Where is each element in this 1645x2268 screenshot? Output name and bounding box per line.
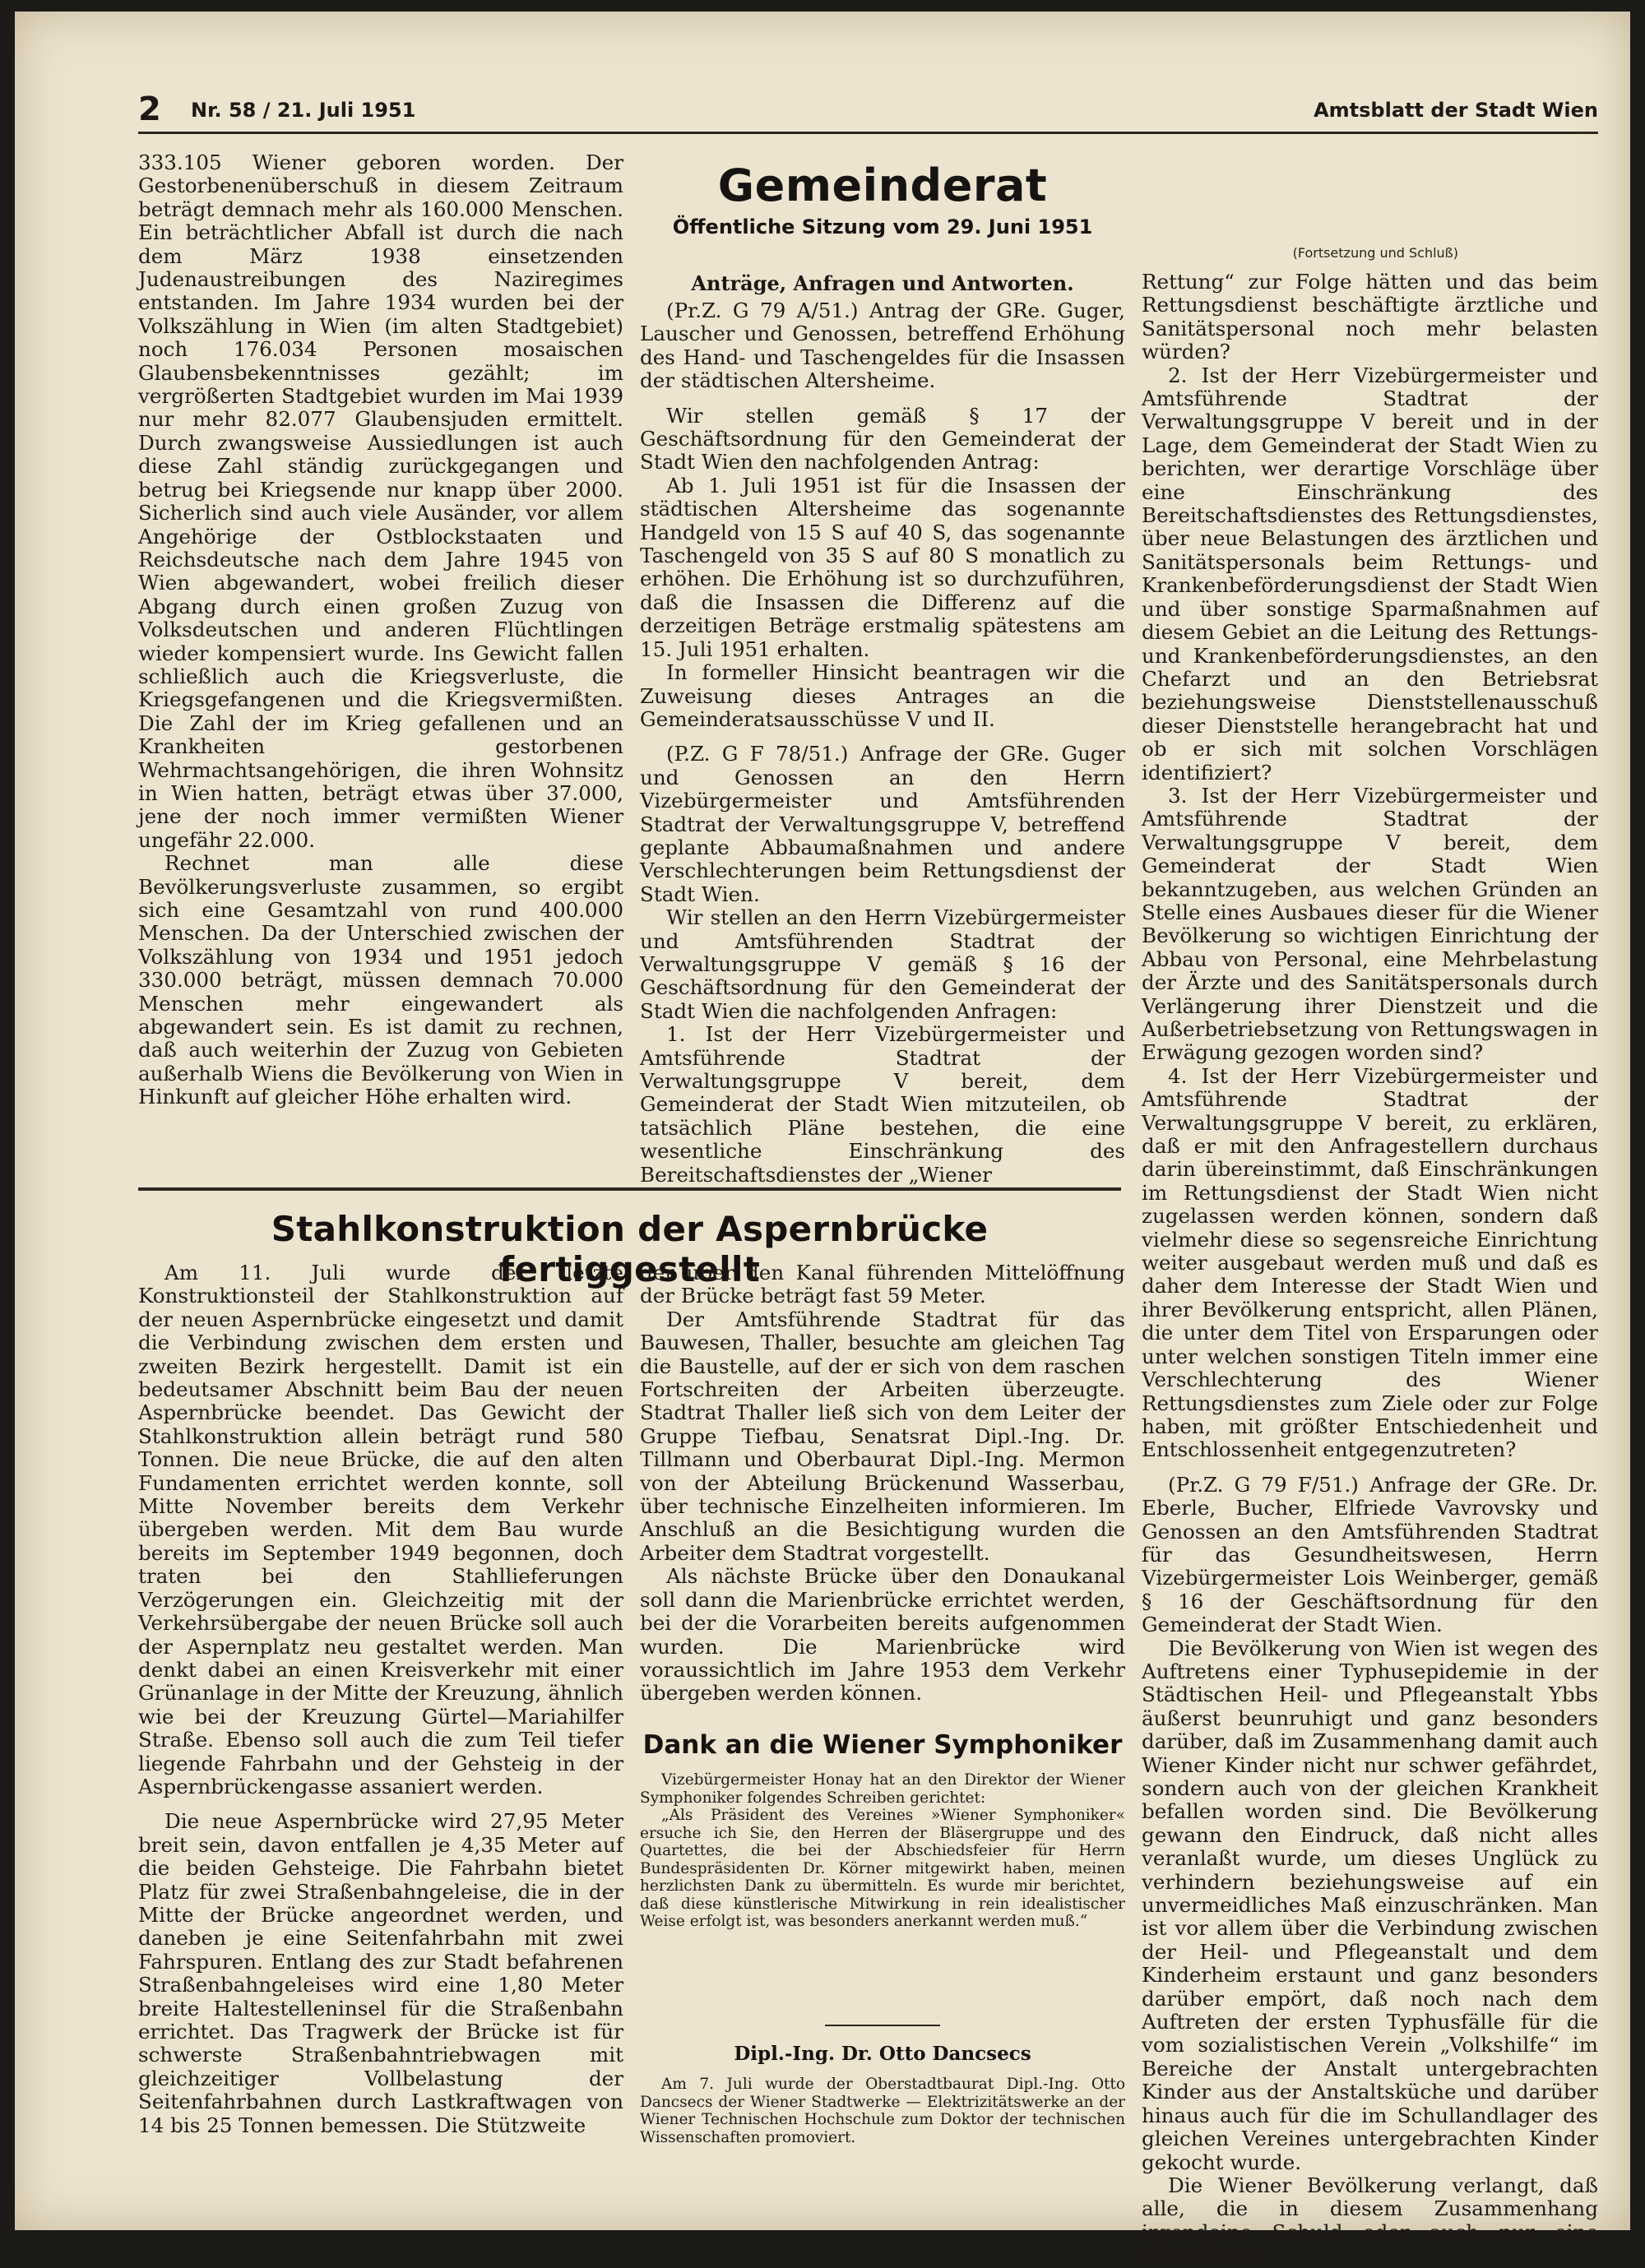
symphoniker-article	[640, 1771, 1125, 1931]
dancsecs-article	[640, 2076, 1125, 2146]
bridge-middle-column	[640, 1261, 1125, 1706]
population-article	[138, 151, 623, 1109]
paragraph: 333.105 Wiener geboren worden. Der Gestorbenenüberschuß in diesem Zeitraum beträgt demnach mehr als 160.000 Menschen. Ein beträchtlicher Abfall ist durch die nach dem März 1938 einsetzenden Judenaustreibungen des Naziregimes entstanden. Im Jahre 1934 wurden bei der Volkszählung in Wien (im alten Stadtgebiet) noch 176.034 Personen mosaischen Glaubensbekenntnisses gezählt; im vergrößerten Stadtgebiet wurden im Mai 1939 nur mehr 82.077 Glaubensjuden ermittelt. Durch zwangsweise Aussiedlungen ist auch diese Zahl ständig zurückgegangen und betrug bei Kriegsende nur knapp über 2000. Sicherlich sind auch viele Ausänder, vor allem Angehörige der Ostblockstaaten und Reichsdeutsche nach dem Jahre 1945 von Wien abgewandert, wobei freilich dieser Abgang durch einen großen Zuzug von Volksdeutschen und anderen Flüchtlingen wieder kompensiert wurde. Ins Gewicht fallen schließlich auch die Kriegsverluste, die Kriegsgefangenen und die Kriegsvermißten. Die Zahl der im Krieg gefallenen und an Krankheiten gestorbenen Wehrmachtsangehörigen, die ihren Wohnsitz in Wien hatten, beträgt etwas über 37.000, jene der noch immer vermißten Wiener ungefähr 22.000.	[138, 150, 623, 852]
paragraph: „Als Präsident des Vereines »Wiener Symphoniker« ersuche ich Sie, den Herren der Bläsergruppe und des Quartettes, die bei der Abschiedsfeier für Herrn Bundespräsidenten Dr. Körner mitgewirkt haben, meinen herzlichsten Dank zu übermitteln. Es wurde mir berichtet, daß diese künstlerische Mitwirkung in rein idealistischer Weise erfolgt ist, was besonders anerkannt werden muß.“	[640, 1807, 1125, 1930]
short-divider	[825, 2025, 940, 2026]
section-title: Anträge, Anfragen und Antworten.	[691, 271, 1074, 295]
paragraph: Rechnet man alle diese Bevölkerungsverluste zusammen, so ergibt sich eine Gesamtzahl von rund 400.000 Menschen. Da der Unterschied zwischen der Volkszählung von 1934 und 1951 jedoch 330.000 beträgt, müssen demnach 70.000 Menschen mehr eingewandert als abgewandert sein. Es ist damit zu rechnen, daß auch weiterhin der Zuzug von Gebieten außerhalb Wiens die Bevölkerung von Wien in Hinkunft auf gleicher Höhe erhalten wird.	[138, 851, 623, 1109]
gemeinderat-right-column	[1142, 271, 1598, 2268]
paragraph: 1. Ist der Herr Vizebürgermeister und Amtsführende Stadtrat der Verwaltungsgruppe V bereit, dem Gemeinderat der Stadt Wien mitzuteilen, ob tatsächlich Pläne bestehen, die eine wesentliche Einschränkung des Bereitschaftsdienstes der „Wiener	[640, 1022, 1125, 1187]
paragraph: Wir stellen gemäß § 17 der Geschäftsordnung für den Gemeinderat der Stadt Wien den nachfolgenden Antrag:	[640, 403, 1125, 474]
paragraph: Die neue Aspernbrücke wird 27,95 Meter breit sein, davon entfallen je 4,35 Meter auf die beiden Gehsteige. Die Fahrbahn bietet Platz für zwei Straßenbahngeleise, die in der Mitte der Brücke angeordnet werden, und daneben je eine Seitenfahrbahn mit zwei Fahrspuren. Entlang des zur Stadt befahrenen Straßenbahngeleises wird eine 1,80 Meter breite Haltestelleninsel für die Straßenbahn errichtet. Das Tragwerk der Brücke ist für schwerste Straßenbahntriebwagen mit gleichzeitiger Vollbelastung der Seitenfahrbahnen durch Lastkraftwagen von 14 bis 25 Tonnen bemessen. Die Stützweite	[138, 1809, 623, 2137]
paragraph: 2. Ist der Herr Vizebürgermeister und Amtsführende Stadtrat der Verwaltungsgruppe V bereit und in der Lage, dem Gemeinderat der Stadt Wien zu berichten, wer derartige Vorschläge über eine Einschränkung des Bereitschaftsdienstes des Rettungsdienstes, über neue Belastungen des ärztlichen und Sanitätspersonals beim Rettungs- und Krankenbeförderungsdienst der Stadt Wien und über sonstige Sparmaßnahmen auf diesem Gebiet an die Leitung des Rettungs- und Krankenbeförderungsdienstes, an den Chefarzt und an den Betriebsrat beziehungsweise Dienststellenausschuß dieser Dienststelle herangebracht hat und ob er sich mit solchen Vorschlägen identifiziert?	[1142, 363, 1598, 785]
paragraph: Als nächste Brücke über den Donaukanal soll dann die Marienbrücke errichtet werden, bei der die Vorarbeiten bereits aufgenommen wurden. Die Marienbrücke wird voraussichtlich im Jahre 1953 dem Verkehr übergeben werden können.	[640, 1564, 1125, 1706]
symphoniker-headline: Dank an die Wiener Symphoniker	[642, 1730, 1123, 1760]
running-head	[138, 90, 1598, 134]
paragraph: (P.Z. G F 78/51.) Anfrage der GRe. Guger und Genossen an den Herrn Vizebürgermeister und Amtsführenden Stadtrat der Verwaltungsgruppe V, betreffend geplante Abbaumaßnahmen und andere Verschlechterungen beim Rettungsdienst der Stadt Wien.	[640, 742, 1125, 906]
gemeinderat-title: Gemeinderat	[717, 160, 1048, 211]
newspaper-page	[15, 12, 1630, 2268]
issue-number: Nr. 58 / 21. Juli 1951	[191, 99, 416, 122]
paragraph: 3. Ist der Herr Vizebürgermeister und Amtsführende Stadtrat der Verwaltungsgruppe V bereit, dem Gemeinderat der Stadt Wien bekanntzugeben, aus welchen Gründen an Stelle eines Ausbaues dieser für die Wiener Bevölkerung so wichtigen Einrichtung der Abbau von Personal, eine Mehrbelastung der Ärzte und des Sanitätspersonals durch Verlängerung ihrer Dienstzeit und die Außerbetriebsetzung von Rettungswagen in Erwägung gezogen worden sind?	[1142, 783, 1598, 1065]
dancsecs-headline: Dipl.-Ing. Dr. Otto Dancsecs	[734, 2043, 1031, 2065]
paragraph: Die Bevölkerung von Wien ist wegen des Auftretens einer Typhusepidemie in der Städtischen Heil- und Pflegeanstalt Ybbs äußerst beunruhigt und ganz besonders darüber, daß im Zusammenhang damit auch Wiener Kinder nicht nur schwer gefährdet, sondern auch von der gleichen Krankheit befallen worden sind. Die Bevölkerung gewann den Eindruck, daß nicht alles veranlaßt wurde, um dieses Unglück zu verhindern beziehungsweise auf ein unvermeidliches Maß einzuschränken. Man ist vor allem über die Verbindung zwischen der Heil- und Pflegeanstalt und dem Kinderheim erstaunt und ganz besonders darüber empört, daß noch nach dem Auftreten der ersten Typhusfälle für die vom sozialistischen Verein „Volkshilfe“ im Bereiche der Anstalt untergebrachten Kinder aus der Anstaltsküche und darüber hinaus auch für die im Schullandlager des gleichen Vereines untergebrachten Kinder gekocht wurde.	[1142, 1636, 1598, 2174]
paragraph: Der Amtsführende Stadtrat für das Bauwesen, Thaller, besuchte am gleichen Tag die Baustelle, auf der er sich von dem raschen Fortschreiten der Arbeiten überzeugte. Stadtrat Thaller ließ sich von dem Leiter der Gruppe Tiefbau, Senatsrat Dipl.-Ing. Dr. Tillmann und Oberbaurat Dipl.-Ing. Mermon von der Abteilung Brückenund Wasserbau, über technische Einzelheiten informieren. Im Anschluß an die Besichtigung wurden die Arbeiter dem Stadtrat vorgestellt.	[640, 1307, 1125, 1565]
paragraph: Rettung“ zur Folge hätten und das beim Rettungsdienst beschäftigte ärztliche und Sanitätspersonal noch mehr belasten würden?	[1142, 270, 1598, 364]
paragraph: Am 7. Juli wurde der Oberstadtbaurat Dipl.-Ing. Otto Dancsecs der Wiener Stadtwerke — Elektrizitätswerke an der Wiener Technischen Hochschule zum Doktor der technischen Wissenschaften promoviert.	[640, 2076, 1125, 2146]
paragraph: (Pr.Z. G 79 F/51.) Anfrage der GRe. Dr. Eberle, Bucher, Elfriede Vavrovsky und Genossen an den Amtsführenden Stadtrat für das Gesundheitswesen, Herrn Vizebürgermeister Lois Weinberger, gemäß § 16 der Geschäftsordnung für den Gemeinderat der Stadt Wien.	[1142, 1472, 1598, 1637]
paragraph: 4. Ist der Herr Vizebürgermeister und Amtsführende Stadtrat der Verwaltungsgruppe V bereit, zu erklären, daß er mit den Anfragestellern durchaus darin übereinstimmt, daß Einschränkungen im Rettungsdienst der Stadt Wien nicht zugelassen werden können, sondern daß vielmehr diese so segensreiche Einrichtung weiter ausgebaut werden muß und daß es daher dem Interesse der Stadt Wien und ihrer Bevölkerung entspricht, allen Plänen, die unter dem Titel von Ersparungen oder unter welchen sonstigen Titeln immer eine Verschlechterung des Wiener Rettungsdienstes zum Ziele oder zur Folge haben, mit größter Entschiedenheit und Entschlossenheit entgegenzutreten?	[1142, 1063, 1598, 1462]
article-divider	[138, 1187, 1121, 1191]
gemeinderat-subtitle: Öffentliche Sitzung vom 29. Juni 1951	[672, 215, 1093, 238]
paragraph: Am 11. Juli wurde der letzte Konstruktionsteil der Stahlkonstruktion auf der neuen Aspernbrücke eingesetzt und damit die Verbindung zwischen dem ersten und zweiten Bezirk hergestellt. Damit ist ein bedeutsamer Abschnitt beim Bau der neuen Aspernbrücke beendet. Das Gewicht der Stahlkonstruktion allein beträgt rund 580 Tonnen. Die neue Brücke, die auf den alten Fundamenten errichtet werden konnte, soll Mitte November bereits dem Verkehr übergeben werden. Mit dem Bau wurde bereits im September 1949 begonnen, doch traten bei den Stahllieferungen Verzögerungen ein. Gleichzeitig mit der Verkehrsübergabe der neuen Brücke soll auch der Aspernplatz neu gestaltet werden. Man denkt dabei an einen Kreisverkehr mit einer Grünanlage in der Mitte der Kreuzung, ähnlich wie bei der Kreuzung Gürtel—Mariahilfer Straße. Ebenso soll auch die zum Teil tiefer liegende Fahrbahn und der Gehsteig in der Aspernbrückengasse assaniert werden.	[138, 1261, 623, 1798]
paragraph: Die Wiener Bevölkerung verlangt, daß alle, die in diesem Zusammenhang irgendeine Schuld oder auch nur eine schuldhafte	[1142, 2173, 1598, 2268]
bridge-headline: Stahlkonstruktion der Aspernbrücke fertiggestellt	[271, 1209, 989, 1289]
paragraph: Vizebürgermeister Honay hat an den Direktor der Wiener Symphoniker folgendes Schreiben gerichtet:	[640, 1771, 1125, 1807]
publication-name: Amtsblatt der Stadt Wien	[1314, 99, 1598, 122]
continuation-note: (Fortsetzung und Schluß)	[1292, 245, 1458, 261]
paragraph: der über den Kanal führenden Mittelöffnung der Brücke beträgt fast 59 Meter.	[640, 1261, 1125, 1308]
page-number: 2	[138, 90, 161, 128]
paragraph: Ab 1. Juli 1951 ist für die Insassen der städtischen Altersheime das sogenannte Handgeld von 15 S auf 40 S, das sogenannte Taschengeld von 35 S auf 80 S monatlich zu erhöhen. Die Erhöhung ist so durchzuführen, daß die Insassen die Differenz auf die derzeitigen Beträge erstmalig spätestens am 15. Juli 1951 erhalten.	[640, 473, 1125, 661]
gemeinderat-middle-column	[640, 299, 1125, 1187]
paragraph: Wir stellen an den Herrn Vizebürgermeister und Amtsführenden Stadtrat der Verwaltungsgruppe V gemäß § 16 der Geschäftsordnung für den Gemeinderat der Stadt Wien die nachfolgenden Anfragen:	[640, 905, 1125, 1023]
bridge-left-column	[138, 1261, 623, 2137]
paragraph: In formeller Hinsicht beantragen wir die Zuweisung dieses Antrages an die Gemeinderatsausschüsse V und II.	[640, 660, 1125, 731]
paragraph: (Pr.Z. G 79 A/51.) Antrag der GRe. Guger, Lauscher und Genossen, betreffend Erhöhung des Hand- und Taschengeldes für die Insassen der städtischen Altersheime.	[640, 299, 1125, 393]
